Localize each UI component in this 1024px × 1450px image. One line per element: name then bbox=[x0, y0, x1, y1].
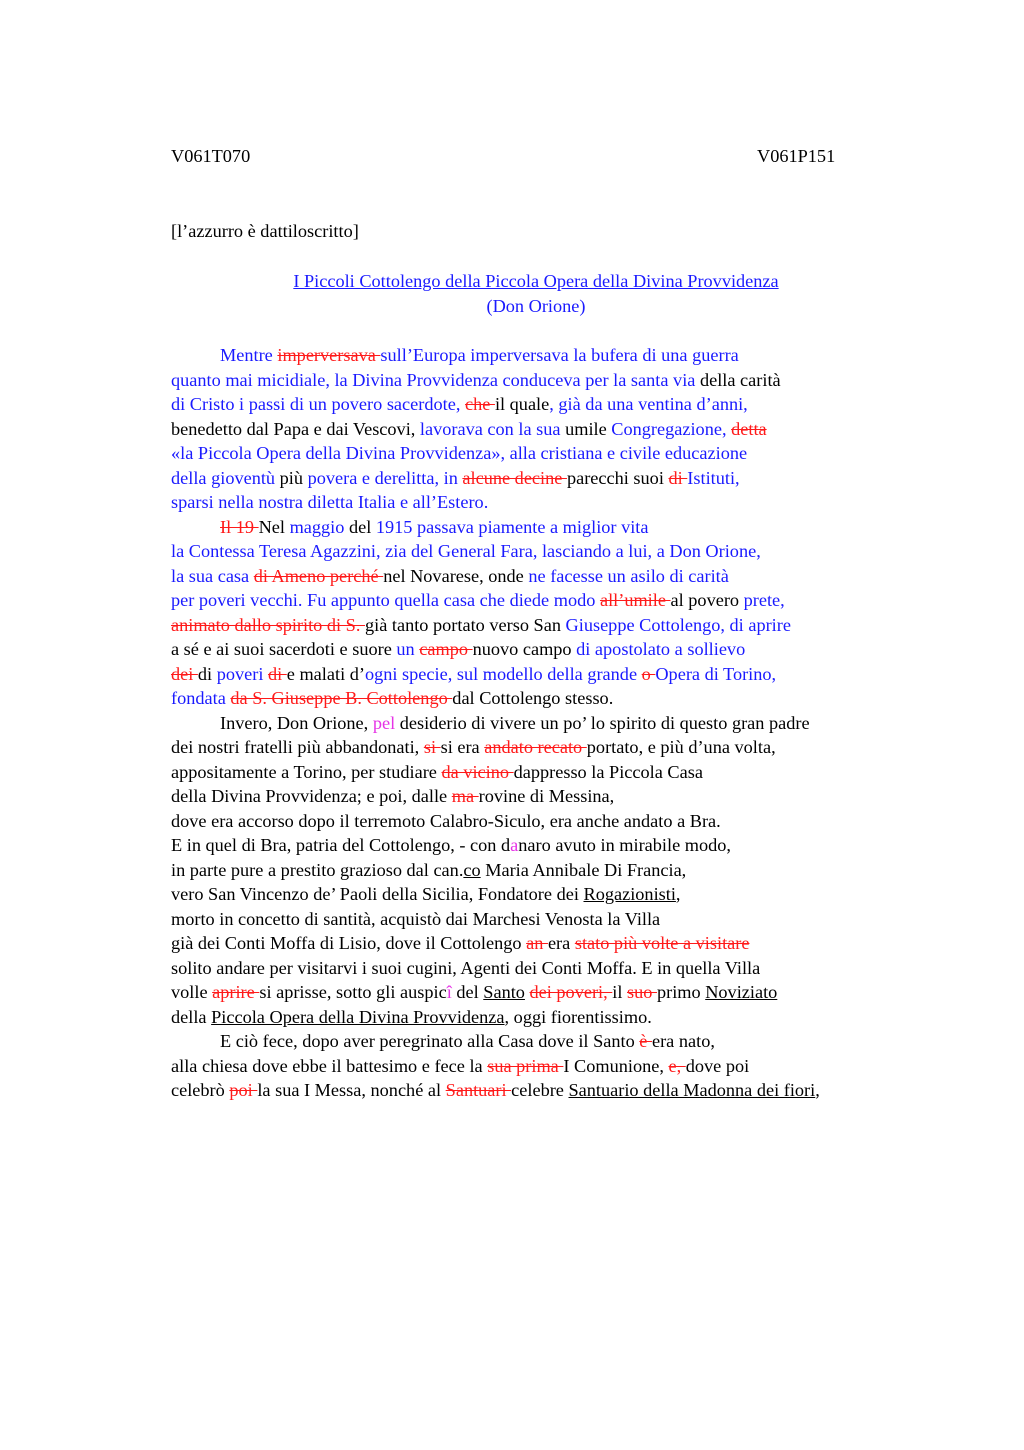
text-segment: il bbox=[612, 982, 627, 1002]
text-segment: a sé e ai suoi sacerdoti e suore bbox=[171, 639, 397, 659]
handwritten-correction: î bbox=[446, 982, 452, 1002]
deleted-text: di Ameno perché bbox=[253, 565, 384, 586]
text-segment: naro avuto in mirabile modo, bbox=[518, 835, 731, 855]
deleted-text: di bbox=[668, 467, 688, 488]
text-segment: Santuario della Madonna dei fiori bbox=[568, 1080, 816, 1100]
text-segment: Santo bbox=[483, 982, 525, 1002]
text-line bbox=[171, 490, 931, 515]
text-segment: celebre bbox=[511, 1080, 569, 1100]
text-line bbox=[171, 760, 931, 785]
text-segment: quanto mai micidiale, la Divina Provvidenza conduceva per la santa via bbox=[171, 369, 700, 390]
text-line bbox=[171, 637, 931, 662]
deleted-text: detta bbox=[731, 418, 767, 439]
text-segment: Mentre bbox=[220, 345, 278, 365]
text-segment: morto in concetto di santità, acquistò dai Marchesi Venosta la Villa bbox=[171, 908, 661, 929]
text-line bbox=[171, 1078, 931, 1103]
text-segment: , bbox=[675, 884, 681, 904]
deleted-text: o bbox=[641, 663, 656, 684]
text-line bbox=[171, 564, 931, 589]
text-line bbox=[171, 882, 931, 907]
text-segment: nuovo campo bbox=[472, 639, 577, 659]
text-segment: solito andare per visitarvi i suoi cugini, Agenti dei Conti Moffa. E in quella Villa bbox=[171, 957, 761, 978]
text-segment: alla chiesa dove ebbe il battesimo e fece la bbox=[171, 1055, 488, 1076]
text-segment: del bbox=[451, 982, 484, 1002]
text-segment: rovine di Messina, bbox=[478, 786, 615, 806]
text-segment: , già da una ventina d’anni, bbox=[549, 394, 748, 414]
text-segment: Congregazione, bbox=[611, 418, 732, 439]
deleted-text: dei bbox=[171, 663, 198, 684]
deleted-text: e, bbox=[668, 1055, 686, 1076]
text-segment: prete, bbox=[743, 590, 785, 610]
deleted-text: dei poveri, bbox=[529, 982, 613, 1002]
text-segment: 1915 passava piamente a miglior vita bbox=[375, 516, 649, 537]
text-segment: , oggi fiorentissimo. bbox=[504, 1006, 652, 1027]
text-segment: Giuseppe Cottolengo, di aprire bbox=[565, 614, 791, 635]
text-segment: per poveri vecchi. Fu appunto quella casa che diede modo bbox=[171, 590, 600, 610]
text-segment: più bbox=[279, 467, 308, 488]
text-segment: co bbox=[463, 859, 481, 880]
text-segment: il quale bbox=[494, 394, 550, 414]
handwritten-correction: pel bbox=[372, 712, 396, 733]
text-segment: dal Cottolengo stesso. bbox=[452, 688, 614, 708]
text-segment: , bbox=[815, 1080, 820, 1100]
body-text bbox=[171, 343, 931, 1103]
text-segment: parecchi suoi bbox=[566, 467, 669, 488]
text-line bbox=[171, 368, 931, 393]
text-segment: di bbox=[197, 663, 217, 684]
text-line bbox=[171, 956, 931, 981]
text-segment: Istituti, bbox=[687, 467, 740, 488]
text-line bbox=[171, 711, 931, 736]
deleted-text: aprire bbox=[212, 982, 260, 1002]
text-segment: della carità bbox=[699, 369, 781, 390]
document-title bbox=[171, 269, 901, 319]
text-segment: dei nostri fratelli più abbandonati, bbox=[171, 737, 424, 757]
text-segment: Nel bbox=[258, 516, 290, 537]
text-segment: «la Piccola Opera della Divina Provvidenza», alla cristiana e civile educazione bbox=[171, 443, 748, 463]
header-left-code: V061T070 bbox=[171, 146, 251, 166]
text-segment: fondata bbox=[171, 688, 231, 708]
text-segment: vero San Vincenzo de’ Paoli della Sicilia, Fondatore dei bbox=[171, 884, 584, 904]
title-line-2: (Don Orione) bbox=[486, 296, 586, 316]
deleted-text: sua prima bbox=[487, 1055, 564, 1076]
text-line bbox=[171, 686, 931, 711]
text-segment: E ciò fece, dopo aver peregrinato alla Casa dove il Santo bbox=[220, 1031, 640, 1051]
text-segment: già dei Conti Moffa di Lisio, dove il Cottolengo bbox=[171, 933, 527, 953]
text-segment: lavorava con la sua bbox=[419, 418, 566, 439]
text-line bbox=[171, 588, 931, 613]
text-segment: era bbox=[547, 933, 575, 953]
text-segment: del bbox=[348, 516, 376, 537]
text-segment: e malati d’ bbox=[286, 663, 365, 684]
text-segment: desiderio di vivere un po’ lo spirito di questo gran padre bbox=[395, 712, 810, 733]
deleted-text: an bbox=[526, 933, 548, 953]
text-segment: di Cristo i passi di un povero sacerdote, bbox=[171, 394, 465, 414]
text-segment: la sua casa bbox=[171, 565, 254, 586]
text-line bbox=[171, 1054, 931, 1079]
deleted-text: animato dallo spirito di S. bbox=[171, 614, 365, 635]
text-line bbox=[171, 784, 931, 809]
deleted-text: andato recato bbox=[484, 737, 587, 757]
text-line bbox=[171, 735, 931, 760]
text-segment: celebrò bbox=[171, 1080, 230, 1100]
deleted-text: è bbox=[639, 1031, 652, 1051]
text-segment: della gioventù bbox=[171, 467, 280, 488]
text-segment: Piccola Opera della Divina Provvidenza bbox=[211, 1006, 505, 1027]
deleted-text: Santuari bbox=[445, 1080, 512, 1100]
deleted-text: da S. Giuseppe B. Cottolengo bbox=[230, 688, 453, 708]
text-segment: maggio bbox=[289, 516, 349, 537]
text-segment: appositamente a Torino, per studiare bbox=[171, 761, 442, 782]
text-segment: era nato, bbox=[651, 1031, 715, 1051]
text-segment: della bbox=[171, 1006, 212, 1027]
text-line bbox=[171, 1005, 931, 1030]
deleted-text: si bbox=[423, 737, 441, 757]
text-segment: si era bbox=[440, 737, 485, 757]
text-segment: la sua I Messa, nonché al bbox=[257, 1080, 446, 1100]
title-line-1: I Piccoli Cottolengo della Piccola Opera della Divina Provvidenza bbox=[293, 271, 779, 291]
text-segment: sull’Europa imperversava la bufera di una guerra bbox=[380, 345, 739, 365]
deleted-text: poi bbox=[229, 1080, 258, 1100]
text-segment: nel Novarese, onde bbox=[383, 565, 529, 586]
text-line bbox=[171, 809, 931, 834]
text-segment: della Divina Provvidenza; e poi, dalle bbox=[171, 786, 452, 806]
text-segment: poveri bbox=[216, 663, 268, 684]
deleted-text: all’umile bbox=[599, 590, 671, 610]
text-segment: in parte pure a prestito grazioso dal can. bbox=[171, 859, 464, 880]
text-segment: dove poi bbox=[685, 1055, 750, 1076]
text-segment: Opera di Torino, bbox=[655, 663, 777, 684]
text-line bbox=[171, 417, 931, 442]
text-line bbox=[171, 931, 931, 956]
text-segment: sparsi nella nostra diletta Italia e all’Estero. bbox=[171, 492, 489, 512]
text-segment: primo bbox=[656, 982, 706, 1002]
text-segment: di apostolato a sollievo bbox=[576, 639, 746, 659]
deleted-text: di bbox=[267, 663, 287, 684]
deleted-text: ma bbox=[451, 786, 479, 806]
deleted-text: campo bbox=[419, 639, 473, 659]
text-segment: Rogazionisti bbox=[583, 884, 676, 904]
text-segment: umile bbox=[565, 418, 612, 439]
text-segment: un bbox=[396, 639, 420, 659]
text-line bbox=[171, 515, 931, 540]
deleted-text: che bbox=[464, 394, 495, 414]
handwritten-correction: a bbox=[510, 835, 519, 855]
text-segment: ne facesse un asilo di carità bbox=[528, 565, 729, 586]
text-line bbox=[171, 539, 931, 564]
text-line bbox=[171, 441, 931, 466]
deleted-text: suo bbox=[627, 982, 657, 1002]
text-segment: I Comunione, bbox=[563, 1055, 669, 1076]
text-line bbox=[171, 466, 931, 491]
text-segment: si aprisse, sotto gli auspic bbox=[259, 982, 447, 1002]
deleted-text: da vicino bbox=[441, 761, 514, 782]
text-segment: portato, e più d’una volta, bbox=[586, 737, 776, 757]
text-line bbox=[171, 980, 931, 1005]
text-segment: povera e derelitta, in bbox=[307, 467, 463, 488]
text-segment: al povero bbox=[670, 590, 744, 610]
text-line bbox=[171, 392, 931, 417]
header-right-code: V061P151 bbox=[757, 146, 836, 166]
text-segment: dappresso la Piccola Casa bbox=[513, 761, 703, 782]
text-segment: la Contessa Teresa Agazzini, zia del General Fara, lasciando a lui, a Don Orione, bbox=[171, 541, 761, 561]
text-line bbox=[171, 858, 931, 883]
text-line bbox=[171, 662, 931, 687]
text-segment: dove era accorso dopo il terremoto Calabro-Siculo, era anche andato a Bra. bbox=[171, 810, 721, 831]
deleted-text: Il 19 bbox=[220, 516, 259, 537]
text-segment: benedetto dal Papa e dai Vescovi, bbox=[171, 418, 420, 439]
text-line bbox=[171, 907, 931, 932]
legend-note: [l’azzurro è dattiloscritto] bbox=[171, 221, 359, 241]
text-line bbox=[171, 343, 931, 368]
text-segment: già tanto portato verso San bbox=[364, 614, 566, 635]
text-segment: Noviziato bbox=[705, 982, 778, 1002]
text-segment: volle bbox=[171, 982, 213, 1002]
text-segment: Maria Annibale Di Francia, bbox=[480, 859, 687, 880]
text-segment: ogni specie, sul modello della grande bbox=[364, 663, 642, 684]
deleted-text: imperversava bbox=[277, 345, 381, 365]
deleted-text: alcune decine bbox=[462, 467, 567, 488]
text-line bbox=[171, 833, 931, 858]
text-line bbox=[171, 613, 931, 638]
text-line bbox=[171, 1029, 931, 1054]
text-segment: E in quel di Bra, patria del Cottolengo, - con d bbox=[171, 835, 511, 855]
deleted-text: stato più volte a visitare bbox=[574, 933, 750, 953]
text-segment: Invero, Don Orione, bbox=[220, 712, 373, 733]
